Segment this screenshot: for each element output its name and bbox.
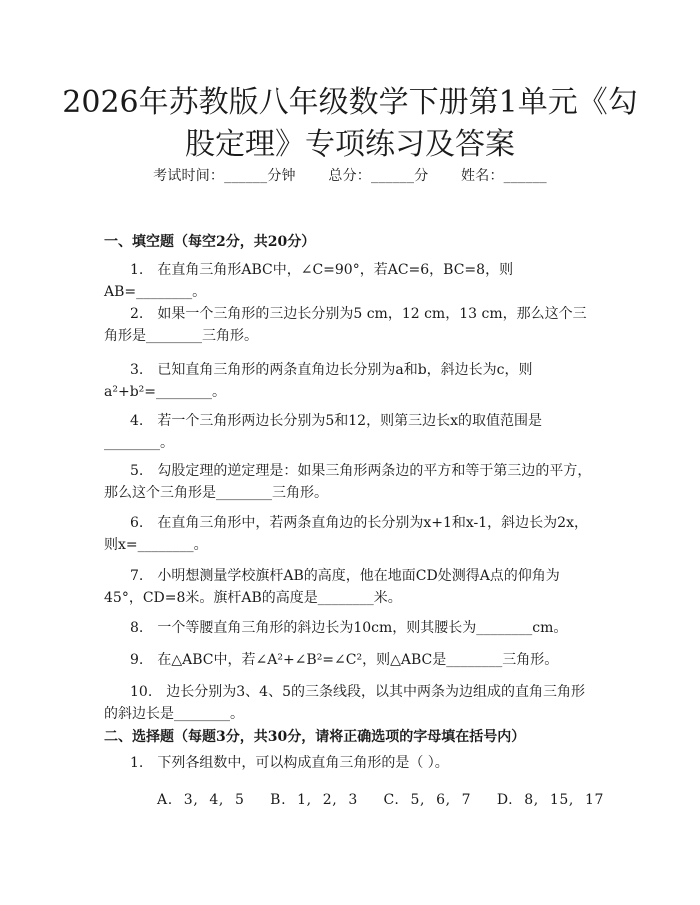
question-6: 6. 在直角三角形中，若两条直角边的长分别为x+1和x-1，斜边长为2x，则x=________。 — [104, 515, 588, 553]
exam-meta — [0, 165, 700, 185]
page-title: 2026年苏教版八年级数学下册第1单元《勾股定理》专项练习及答案 — [62, 85, 638, 162]
section-heading-multiple-choice: 二、选择题（每题3分，共30分，请将正确选项的字母填在括号内） — [104, 729, 526, 745]
question-5: 5. 勾股定理的逆定理是：如果三角形两条边的平方和等于第三边的平方，那么这个三角形是________三角形。 — [104, 463, 592, 501]
exam-time: 考试时间：______分钟 — [153, 168, 296, 184]
question-3: 3. 已知直角三角形的两条直角边长分别为a和b，斜边长为c，则a²+b²=________。 — [104, 362, 533, 400]
question-4: 4. 若一个三角形两边长分别为5和12，则第三边长x的取值范围是________。 — [104, 413, 542, 451]
question-2: 2. 如果一个三角形的三边长分别为5 cm，12 cm，13 cm，那么这个三角形是________三角形。 — [104, 306, 587, 344]
question-1: 1. 在直角三角形ABC中，∠C=90°，若AC=6，BC=8，则AB=________。 — [104, 262, 514, 300]
question-10: 10. 边长分别为3、4、5的三条线段，以其中两条为边组成的直角三角形的斜边长是________。 — [104, 684, 585, 722]
choice-question-1-options: A. 3, 4, 5 B. 1, 2, 3 C. 5, 6, 7 D. 8, 15, 17 — [157, 792, 604, 808]
question-9: 9. 在△ABC中，若∠A²+∠B²=∠C²，则△ABC是________三角形。 — [130, 652, 559, 668]
question-7: 7. 小明想测量学校旗杆AB的高度，他在地面CD处测得A点的仰角为45°，CD=8米。旗杆AB的高度是________米。 — [104, 568, 560, 606]
question-8: 8. 一个等腰直角三角形的斜边长为10cm，则其腰长为________cm。 — [130, 620, 568, 636]
choice-question-1: 1. 下列各组数中，可以构成直角三角形的是（ ）。 — [130, 755, 449, 771]
student-name: 姓名：______ — [461, 168, 547, 184]
section-heading-fill-blank: 一、填空题（每空2分，共20分） — [104, 234, 316, 250]
exam-score: 总分：______分 — [328, 168, 429, 184]
